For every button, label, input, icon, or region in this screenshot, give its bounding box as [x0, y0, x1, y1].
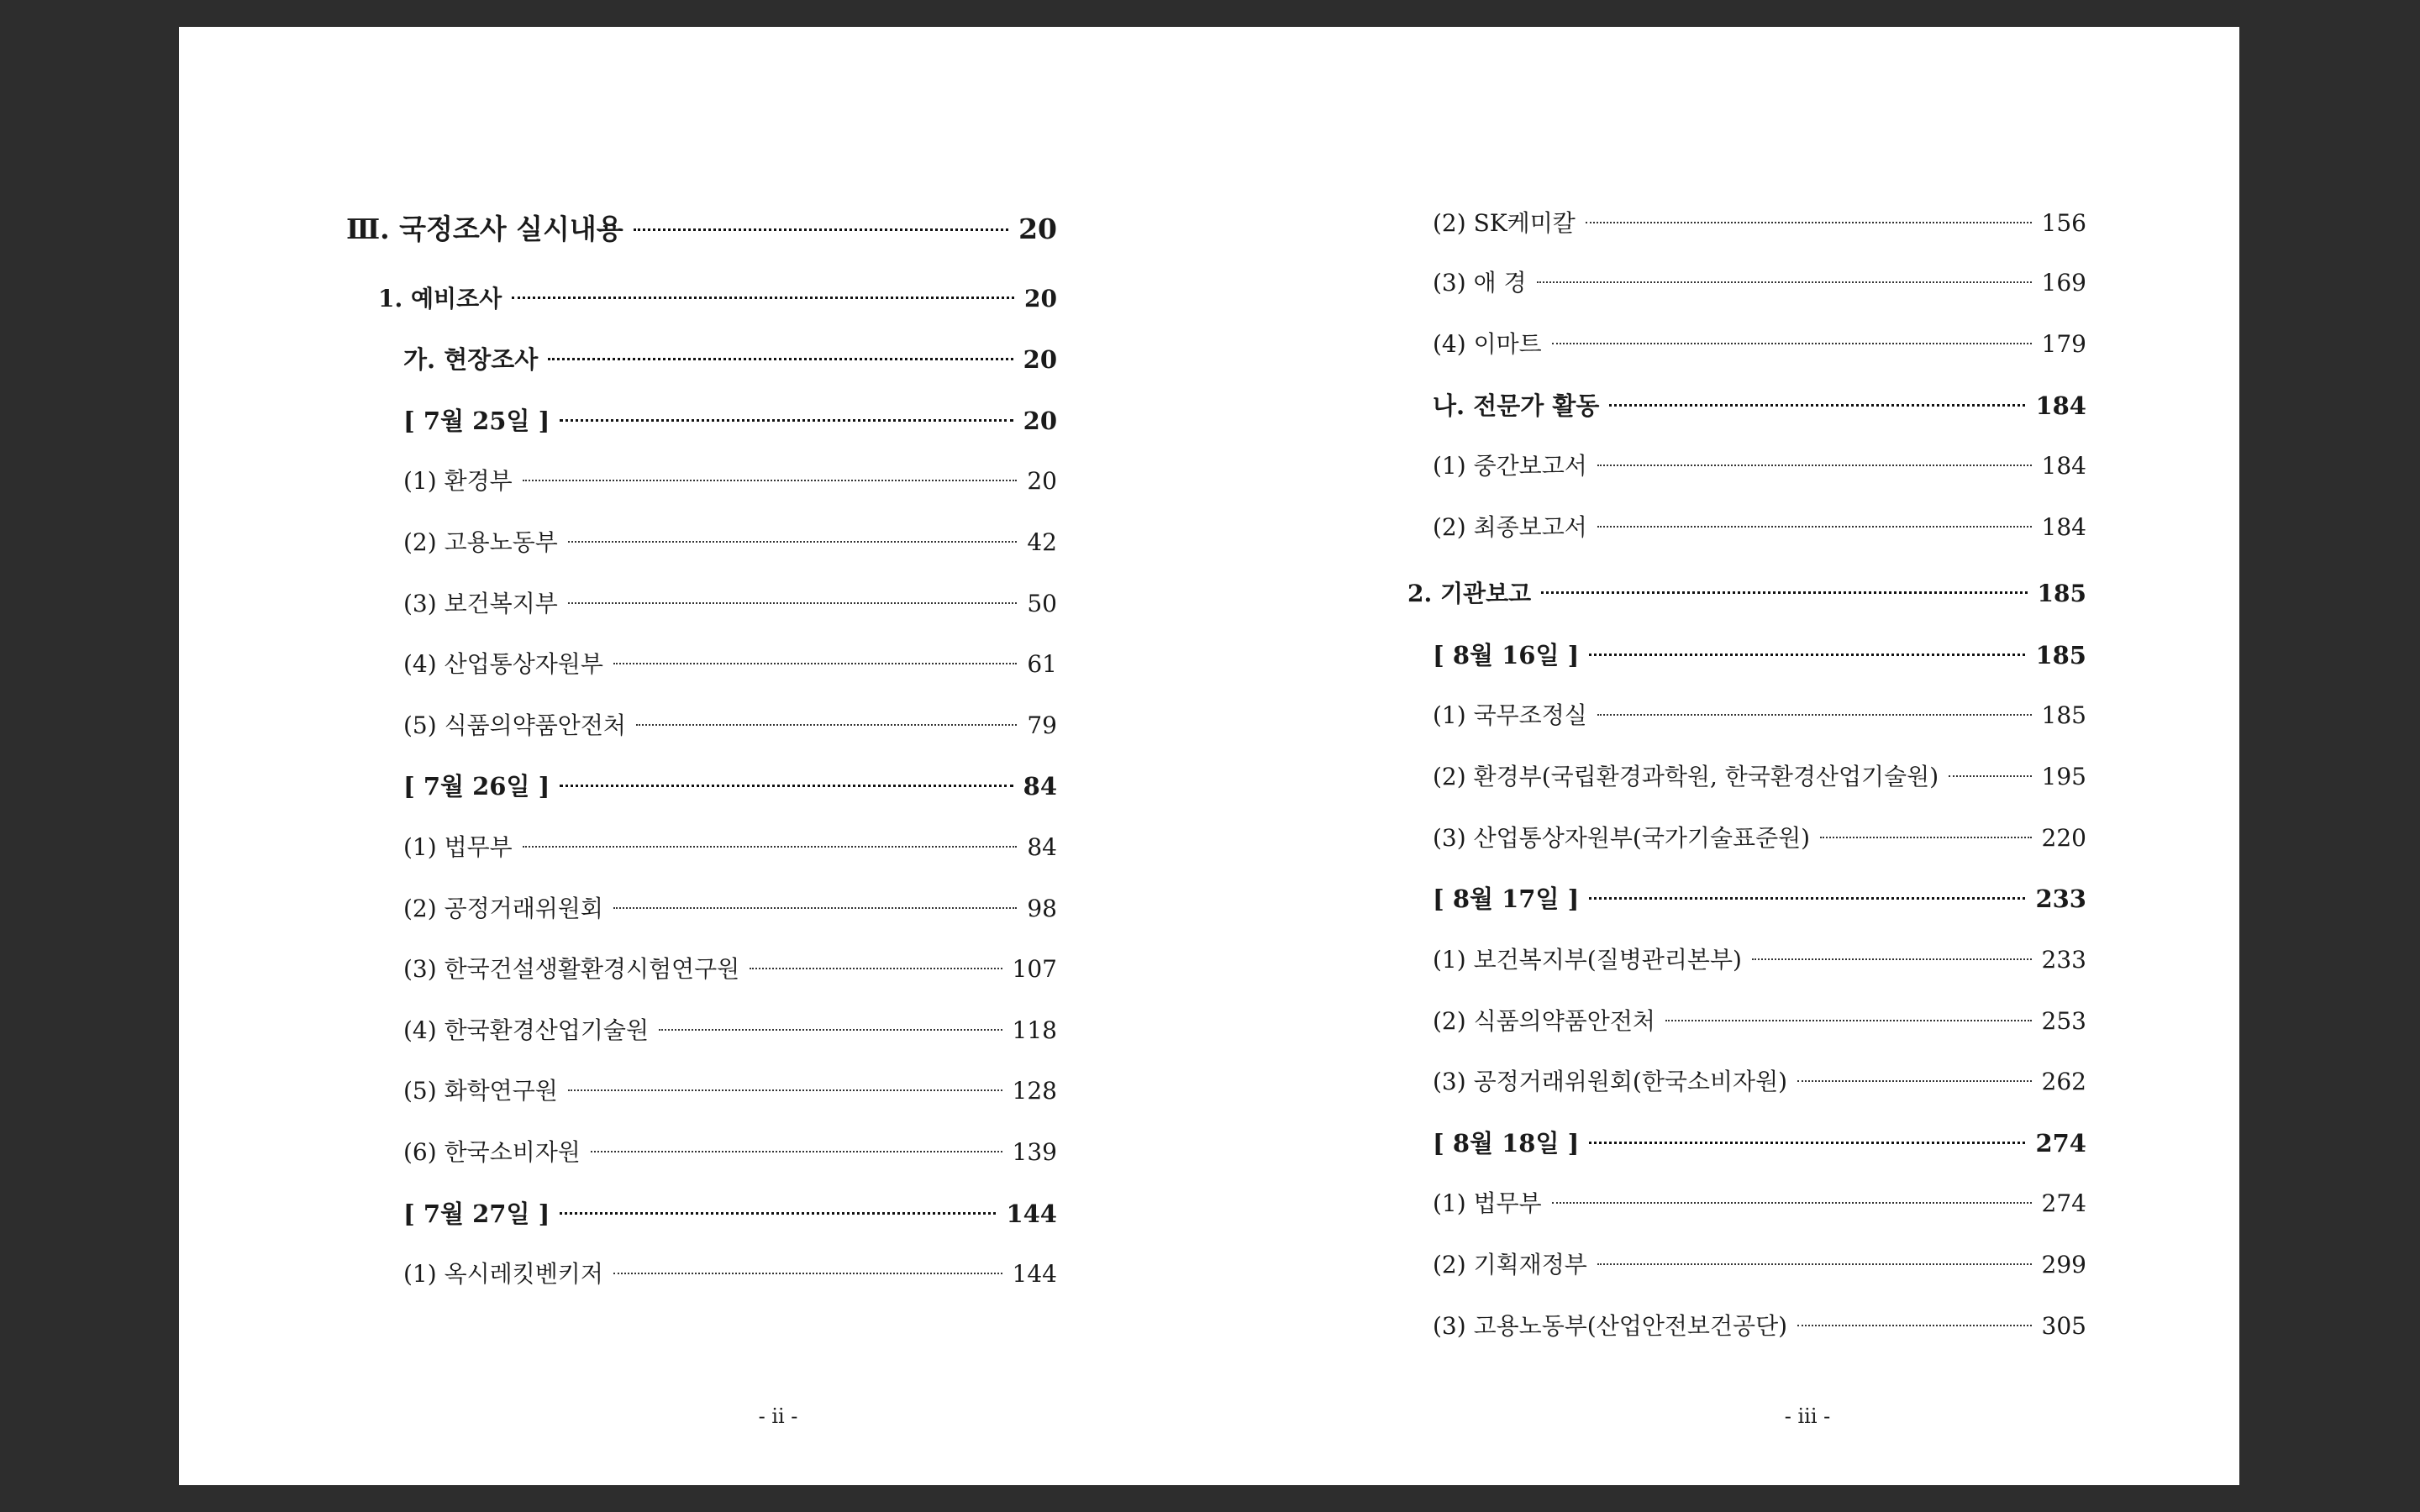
toc-leader-dots: [1552, 1202, 2032, 1204]
toc-entry-page: 107: [1012, 955, 1057, 983]
toc-entry-label: [ 7월 27일 ]: [403, 1200, 550, 1228]
toc-entry: [1433, 1185, 2086, 1219]
toc-entry-label: (3) 애 경: [1433, 269, 1527, 297]
toc-entry: [1433, 509, 2086, 543]
toc-entry: [1433, 265, 2086, 298]
document-sheet: [179, 27, 2239, 1485]
toc-leader-dots: [523, 846, 1018, 848]
toc-leader-dots: [591, 1151, 1002, 1152]
toc-entry-page: 274: [2035, 1129, 2086, 1158]
toc-entry-page: 185: [2037, 580, 2086, 607]
toc-entry-label: (4) 한국환경산업기술원: [403, 1016, 649, 1044]
toc-entry-page: 184: [2035, 391, 2086, 420]
toc-entry: [403, 768, 1057, 802]
toc-entry-page: 20: [1027, 467, 1057, 495]
toc-entry: [1433, 942, 2086, 975]
toc-entry: [403, 1256, 1057, 1289]
toc-entry: [403, 1134, 1057, 1168]
toc-entry-page: 20: [1018, 213, 1057, 245]
toc-entry-page: 262: [2041, 1068, 2086, 1095]
toc-entry: [1433, 697, 2086, 731]
toc-entry-page: 118: [1012, 1016, 1057, 1044]
toc-entry: [1433, 1308, 2086, 1341]
toc-entry-page: 156: [2041, 209, 2086, 237]
toc-entry: [403, 890, 1057, 924]
toc-entry-page: 139: [1012, 1138, 1057, 1166]
toc-leader-dots: [523, 480, 1018, 481]
toc-entry-page: 20: [1023, 407, 1057, 435]
toc-entry-label: (3) 한국건설생활환경시험연구원: [403, 955, 740, 983]
toc-entry-page: 42: [1027, 528, 1057, 556]
toc-entry-label: 1. 예비조사: [378, 285, 502, 312]
toc-entry: [1433, 387, 2086, 422]
toc-entry: [403, 524, 1057, 558]
toc-leader-dots: [1820, 837, 2031, 838]
toc-leader-dots: [634, 228, 1008, 231]
toc-entry: [403, 341, 1057, 375]
toc-entry-label: [ 8월 16일 ]: [1433, 641, 1580, 669]
toc-leader-dots: [1589, 1142, 2025, 1144]
toc-entry: [1433, 1247, 2086, 1280]
toc-entry: [1433, 1063, 2086, 1097]
toc-leader-dots: [568, 602, 1018, 604]
toc-entry-label: (6) 한국소비자원: [403, 1138, 581, 1166]
toc-entry-label: (2) SK케미칼: [1433, 209, 1576, 237]
toc-leader-dots: [659, 1029, 1002, 1031]
toc-entry-label: (3) 공정거래위원회(한국소비자원): [1433, 1068, 1788, 1095]
toc-leader-dots: [1597, 465, 2032, 466]
toc-leader-dots: [636, 724, 1017, 726]
toc-entry-label: (4) 산업통상자원부: [403, 650, 603, 678]
toc-leader-dots: [1597, 1263, 2032, 1265]
toc-entry-label: [ 8월 17일 ]: [1433, 885, 1580, 913]
toc-entry-page: 144: [1012, 1260, 1057, 1288]
toc-entry: [403, 402, 1057, 437]
toc-entry-label: [ 7월 26일 ]: [403, 772, 550, 801]
toc-entry-label: (2) 환경부(국립환경과학원, 한국환경산업기술원): [1433, 763, 1939, 790]
toc-entry-page: 98: [1027, 895, 1057, 922]
toc-entry-page: 299: [2041, 1251, 2086, 1278]
toc-leader-dots: [548, 358, 1013, 360]
toc-entry-label: (1) 보건복지부(질병관리본부): [1433, 946, 1742, 974]
toc-entry-page: 50: [1027, 590, 1057, 617]
toc-entry-label: (4) 이마트: [1433, 330, 1542, 358]
toc-leader-dots: [1552, 343, 2032, 344]
toc-leader-dots: [568, 541, 1018, 543]
toc-entry-label: (3) 산업통상자원부(국가기술표준원): [1433, 824, 1811, 852]
toc-entry: [1433, 448, 2086, 481]
toc-leader-dots: [1586, 222, 2032, 223]
toc-entry: [1407, 575, 2086, 609]
toc-entry: [1433, 820, 2086, 853]
toc-entry-page: 274: [2041, 1189, 2086, 1217]
toc-entry-label: (2) 최종보고서: [1433, 513, 1587, 541]
toc-entry-label: (3) 보건복지부: [403, 590, 558, 617]
left-page-number: - ii -: [758, 1404, 798, 1428]
toc-leader-dots: [1537, 281, 2032, 283]
toc-entry: [403, 646, 1057, 680]
toc-entry: [403, 829, 1057, 863]
toc-entry-page: 185: [2041, 701, 2086, 729]
toc-leader-dots: [1597, 526, 2032, 528]
toc-entry-label: (2) 기획재정부: [1433, 1251, 1587, 1278]
toc-leader-dots: [750, 968, 1002, 969]
toc-leader-dots: [1797, 1080, 2032, 1082]
toc-entry-label: (2) 식품의약품안전처: [1433, 1007, 1655, 1035]
toc-leader-dots: [560, 785, 1013, 787]
toc-entry-label: 나. 전문가 활동: [1433, 391, 1600, 420]
toc-entry: [403, 1073, 1057, 1106]
right-page-number: - iii -: [1784, 1404, 1831, 1428]
toc-entry: [346, 207, 1057, 247]
toc-entry: [1433, 637, 2086, 671]
toc-entry-page: 79: [1027, 711, 1057, 739]
toc-entry: [403, 707, 1057, 741]
toc-entry-label: (2) 고용노동부: [403, 528, 558, 556]
toc-leader-dots: [1597, 714, 2032, 716]
toc-leader-dots: [1589, 897, 2025, 900]
toc-entry-label: (5) 식품의약품안전처: [403, 711, 626, 739]
toc-leader-dots: [512, 297, 1014, 299]
toc-entry-page: 184: [2041, 513, 2086, 541]
toc-entry: [1433, 1125, 2086, 1159]
toc-leader-dots: [1609, 404, 2025, 407]
toc-entry-label: (1) 국무조정실: [1433, 701, 1587, 729]
toc-entry-page: 185: [2035, 641, 2086, 669]
toc-entry: [403, 585, 1057, 619]
toc-entry-page: 84: [1023, 772, 1057, 801]
toc-leader-dots: [1752, 958, 2032, 960]
toc-entry-page: 233: [2041, 946, 2086, 974]
toc-leader-dots: [1589, 654, 2025, 656]
toc-entry: [403, 1012, 1057, 1046]
toc-entry-label: 2. 기관보고: [1407, 580, 1532, 607]
toc-entry: [1433, 880, 2086, 915]
toc-entry-page: 184: [2041, 452, 2086, 480]
toc-entry-label: (1) 환경부: [403, 467, 513, 495]
toc-entry-label: (1) 법무부: [1433, 1189, 1542, 1217]
toc-leader-dots: [1797, 1325, 2032, 1326]
toc-leader-dots: [613, 663, 1017, 664]
toc-entry-page: 128: [1012, 1077, 1057, 1105]
toc-entry-page: 253: [2041, 1007, 2086, 1035]
toc-entry-label: (1) 법무부: [403, 833, 513, 861]
toc-entry: [403, 951, 1057, 984]
toc-entry: [1433, 205, 2086, 239]
toc-entry-label: (3) 고용노동부(산업안전보건공단): [1433, 1312, 1788, 1340]
toc-entry: [1433, 326, 2086, 360]
toc-entry-label: [ 8월 18일 ]: [1433, 1129, 1580, 1158]
toc-leader-dots: [560, 1212, 996, 1215]
toc-entry-label: (1) 옥시레킷벤키저: [403, 1260, 603, 1288]
toc-entry: [1433, 759, 2086, 792]
toc-entry-page: 144: [1006, 1200, 1057, 1228]
toc-entry-page: 61: [1027, 650, 1057, 678]
toc-entry-page: 20: [1023, 345, 1057, 374]
toc-entry: [403, 463, 1057, 496]
toc-entry: [378, 281, 1057, 314]
toc-entry: [403, 1195, 1057, 1230]
toc-leader-dots: [560, 419, 1013, 422]
toc-leader-dots: [1949, 775, 2031, 777]
toc-entry-page: 305: [2041, 1312, 2086, 1340]
toc-entry: [1433, 1003, 2086, 1037]
toc-leader-dots: [1541, 591, 2027, 594]
toc-entry-label: (2) 공정거래위원회: [403, 895, 603, 922]
toc-entry-page: 84: [1027, 833, 1057, 861]
toc-entry-page: 233: [2035, 885, 2086, 913]
toc-leader-dots: [568, 1089, 1002, 1091]
toc-entry-label: [ 7월 25일 ]: [403, 407, 550, 435]
toc-entry-page: 20: [1024, 285, 1057, 312]
toc-entry-page: 179: [2041, 330, 2086, 358]
toc-entry-page: 220: [2041, 824, 2086, 852]
toc-leader-dots: [613, 1273, 1002, 1274]
toc-leader-dots: [613, 907, 1017, 909]
toc-entry-page: 195: [2041, 763, 2086, 790]
toc-entry-label: 가. 현장조사: [403, 345, 539, 374]
toc-entry-label: (5) 화학연구원: [403, 1077, 558, 1105]
toc-entry-page: 169: [2041, 269, 2086, 297]
toc-leader-dots: [1665, 1020, 2032, 1021]
toc-entry-label: Ⅲ. 국정조사 실시내용: [346, 213, 623, 245]
toc-entry-label: (1) 중간보고서: [1433, 452, 1587, 480]
